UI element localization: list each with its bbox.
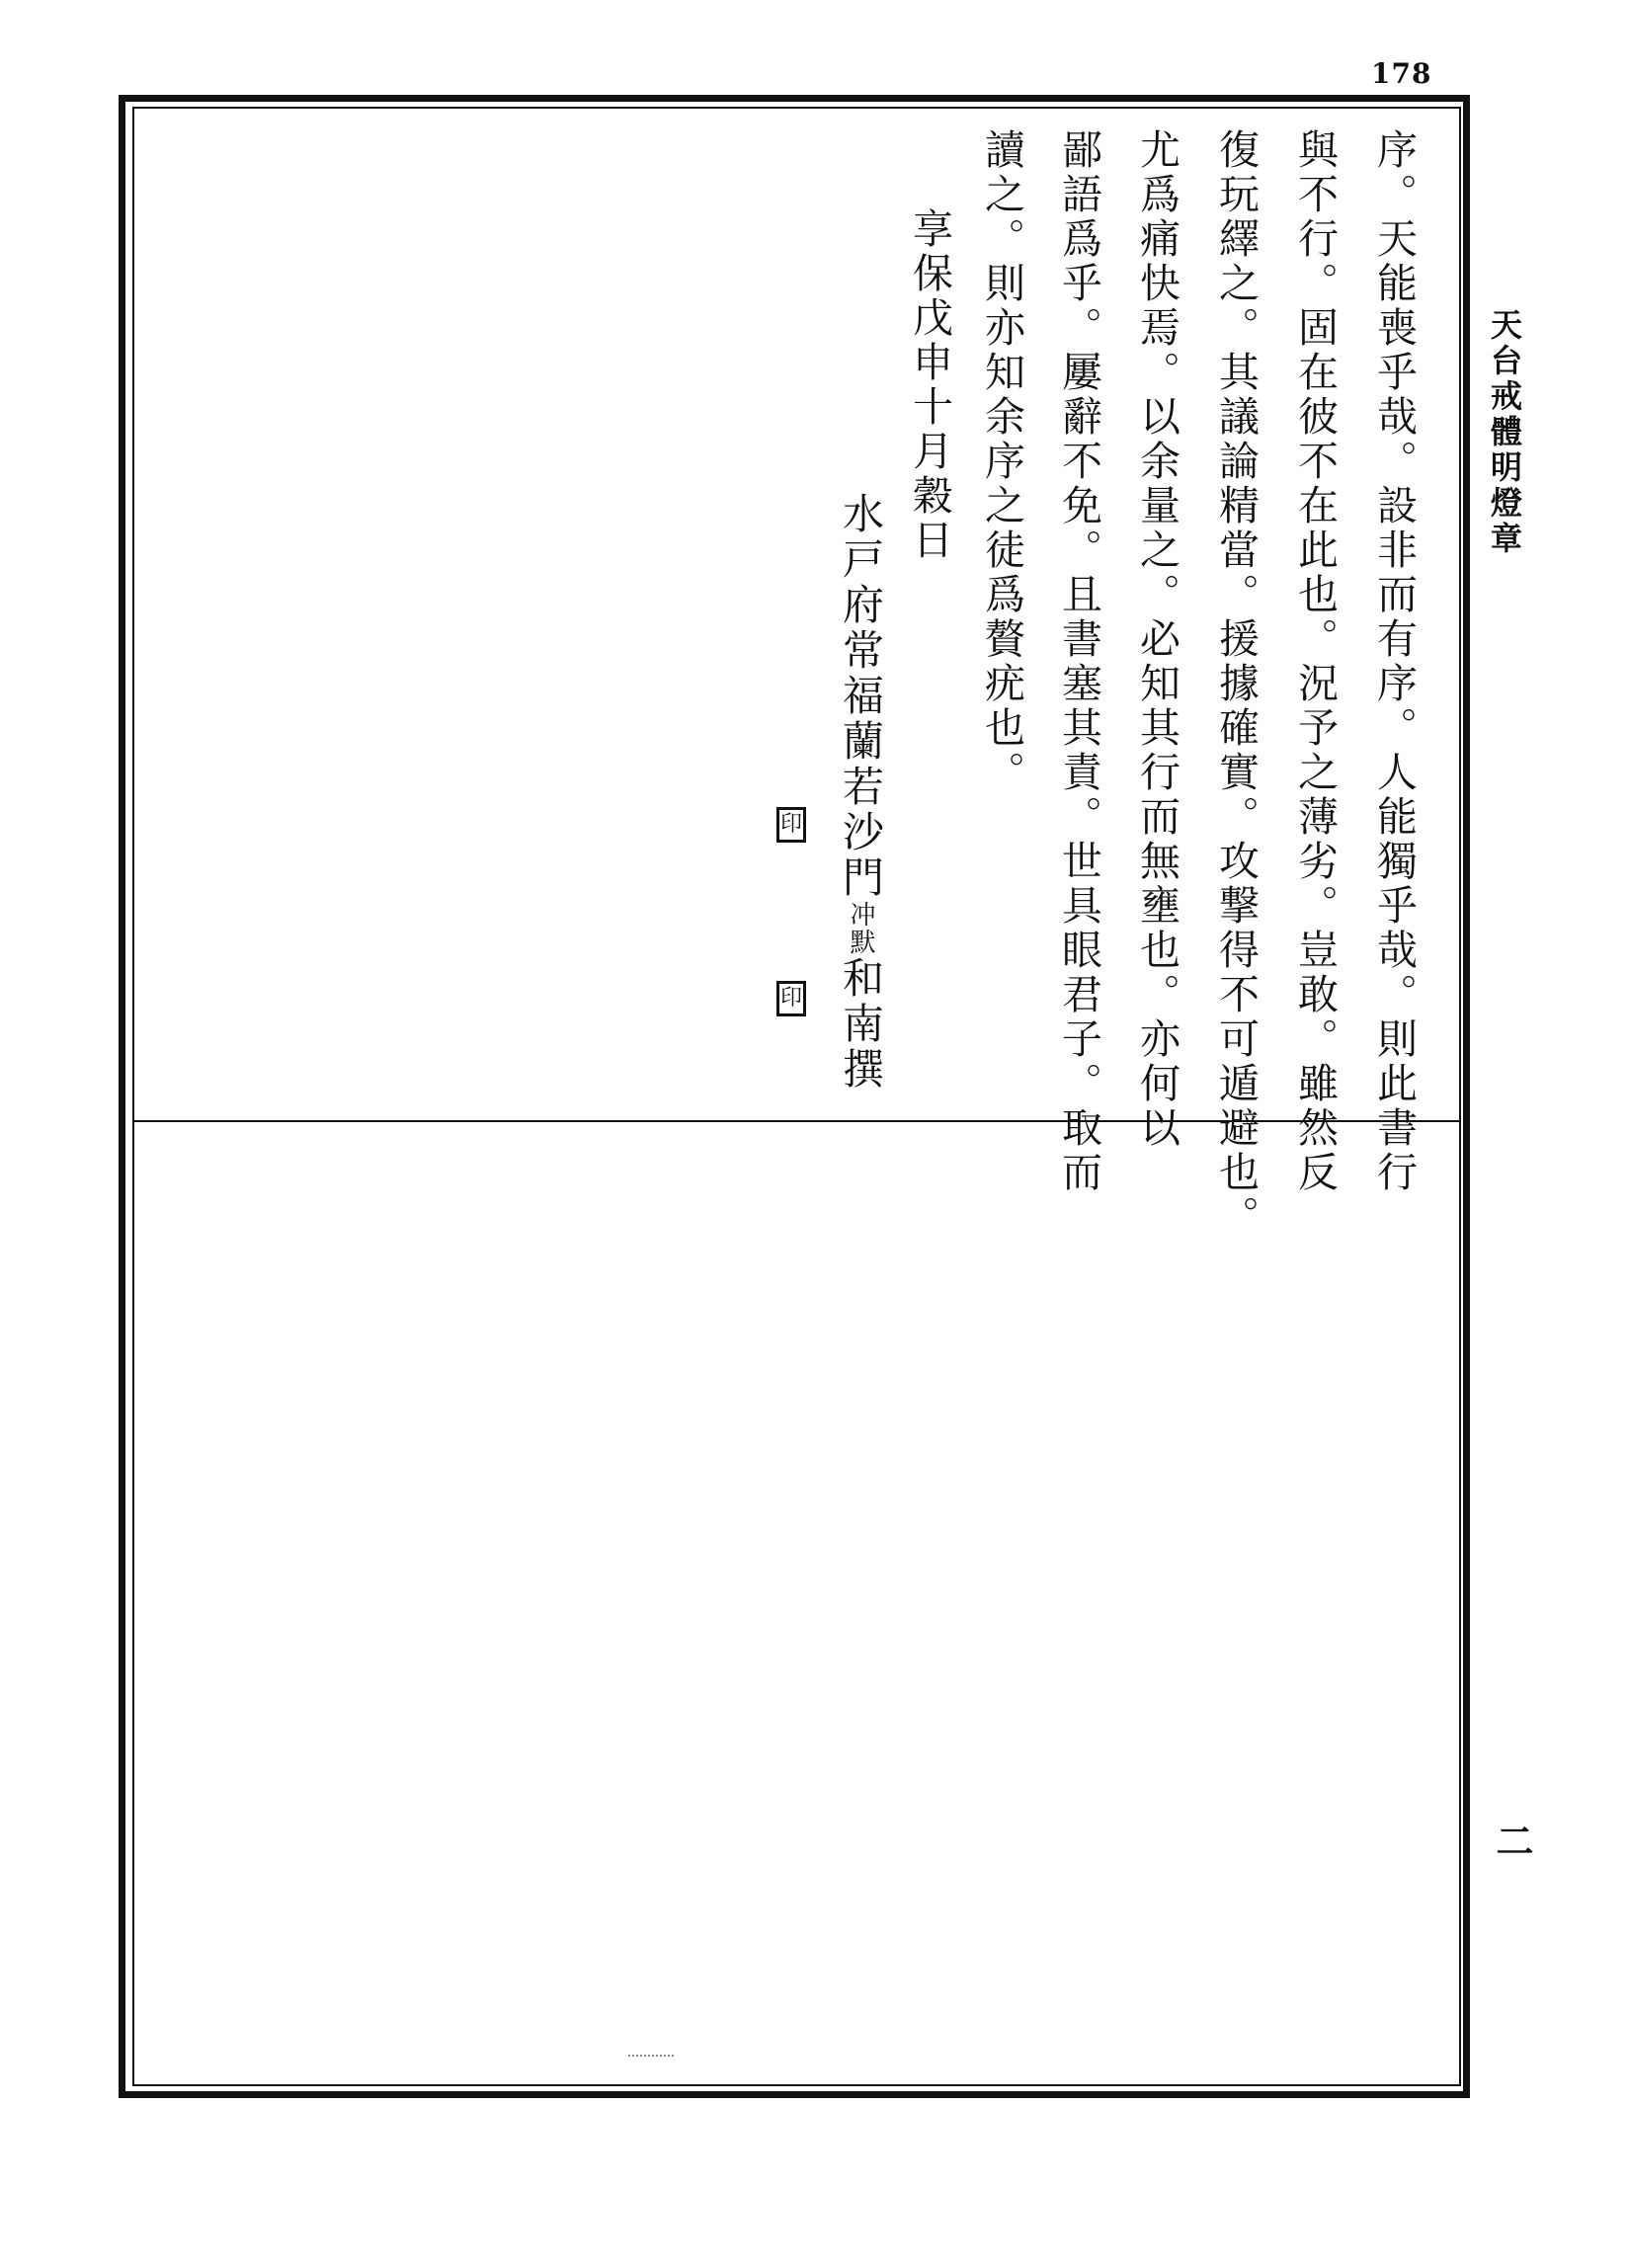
seal-stamp: 印 <box>776 807 806 843</box>
margin-title: 天台戒體明燈章 <box>1486 308 1523 557</box>
signature-small: 冲默 <box>846 901 875 956</box>
text-column-1: 序。天能喪乎哉。設非而有序。人能獨乎哉。則此書行 <box>1370 128 1418 1195</box>
page-number: 178 <box>1371 57 1432 90</box>
signature-end: 和南撰 <box>837 956 885 1093</box>
print-smudge <box>628 2055 674 2057</box>
text-column-2: 與不行。固在彼不在此也。況予之薄劣。豈敢。雖然反 <box>1291 128 1339 1195</box>
text-column-5: 鄙語爲乎。屢辭不免。且書塞其責。世具眼君子。取而 <box>1055 128 1102 1195</box>
signature <box>837 492 885 1093</box>
margin-folio-number: 二 <box>1490 1822 1534 1859</box>
text-column-6: 讀之。則亦知余序之徒爲贅疣也。 <box>978 128 1025 795</box>
date-line: 享保戊申十月穀日 <box>906 207 953 563</box>
horizontal-divider <box>132 1120 1461 1122</box>
signature-main: 水戸府常福蘭若沙門 <box>837 492 885 901</box>
inner-frame <box>132 107 1461 2086</box>
text-column-4: 尤爲痛快焉。以余量之。必知其行而無壅也。亦何以 <box>1133 128 1180 1151</box>
text-column-3: 復玩繹之。其議論精當。援據確實。攻撃得不可遁避也。 <box>1212 128 1260 1240</box>
seal-stamp: 印 <box>776 981 806 1016</box>
